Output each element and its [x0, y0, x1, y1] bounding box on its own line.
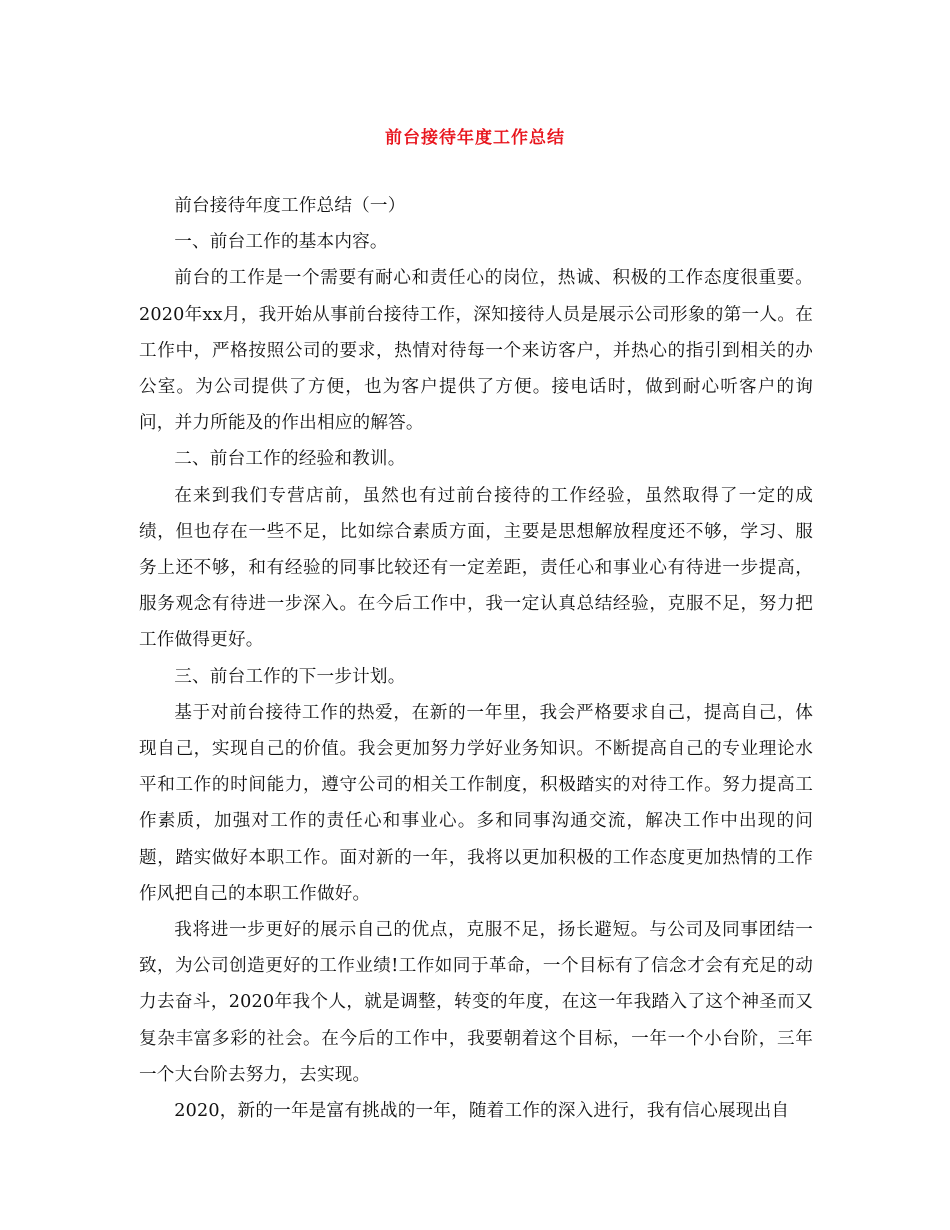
- document-title: 前台接待年度工作总结: [385, 128, 565, 148]
- subsection-heading: 三、前台工作的下一步计划。: [174, 666, 406, 687]
- body-paragraph: 2020，新的一年是富有挑战的一年，随着工作的深入进行，我有信心展现出自: [174, 1101, 790, 1122]
- body-paragraph: 在来到我们专营店前，虽然也有过前台接待的工作经验，虽然取得了一定的成绩，但也存在一些不足，比如综合素质方面，主要是思想解放程度还不够，学习、服务上还不够，和有经验的同事比较还有一定差距，责任心和事业心有待进一步提高，服务观念有待进一步深入。在今后工作中，我一定认真总结经验，克服不足，努力把工作做得更好。: [139, 485, 813, 651]
- subsection-heading: 二、前台工作的经验和教训。: [174, 449, 406, 470]
- document-body: [139, 188, 813, 1129]
- subsection-heading: 一、前台工作的基本内容。: [174, 232, 388, 253]
- body-paragraph: 前台的工作是一个需要有耐心和责任心的岗位，热诚、积极的工作态度很重要。2020年xx月，我开始从事前台接待工作，深知接待人员是展示公司形象的第一人。在工作中，严格按照公司的要求，热情对待每一个来访客户，并热心的指引到相关的办公室。为公司提供了方便，也为客户提供了方便。接电话时，做到耐心听客户的询问，并力所能及的作出相应的解答。: [139, 268, 813, 434]
- section-heading: 前台接待年度工作总结（一）: [174, 196, 406, 216]
- body-paragraph: 我将进一步更好的展示自己的优点，克服不足，扬长避短。与公司及同事团结一致，为公司创造更好的工作业绩!工作如同于革命，一个目标有了信念才会有充足的动力去奋斗，2020年我个人，就是调整，转变的年度，在这一年我踏入了这个神圣而又复杂丰富多彩的社会。在今后的工作中，我要朝着这个目标，一年一个小台阶，三年一个大台阶去努力，去实现。: [139, 920, 813, 1085]
- body-paragraph: 基于对前台接待工作的热爱，在新的一年里，我会严格要求自己，提高自己，体现自己，实现自己的价值。我会更加努力学好业务知识。不断提高自己的专业理论水平和工作的时间能力，遵守公司的相关工作制度，积极踏实的对待工作。努力提高工作素质，加强对工作的责任心和事业心。多和同事沟通交流，解决工作中出现的问题，踏实做好本职工作。面对新的一年，我将以更加积极的工作态度更加热情的工作作风把自己的本职工作做好。: [139, 702, 813, 904]
